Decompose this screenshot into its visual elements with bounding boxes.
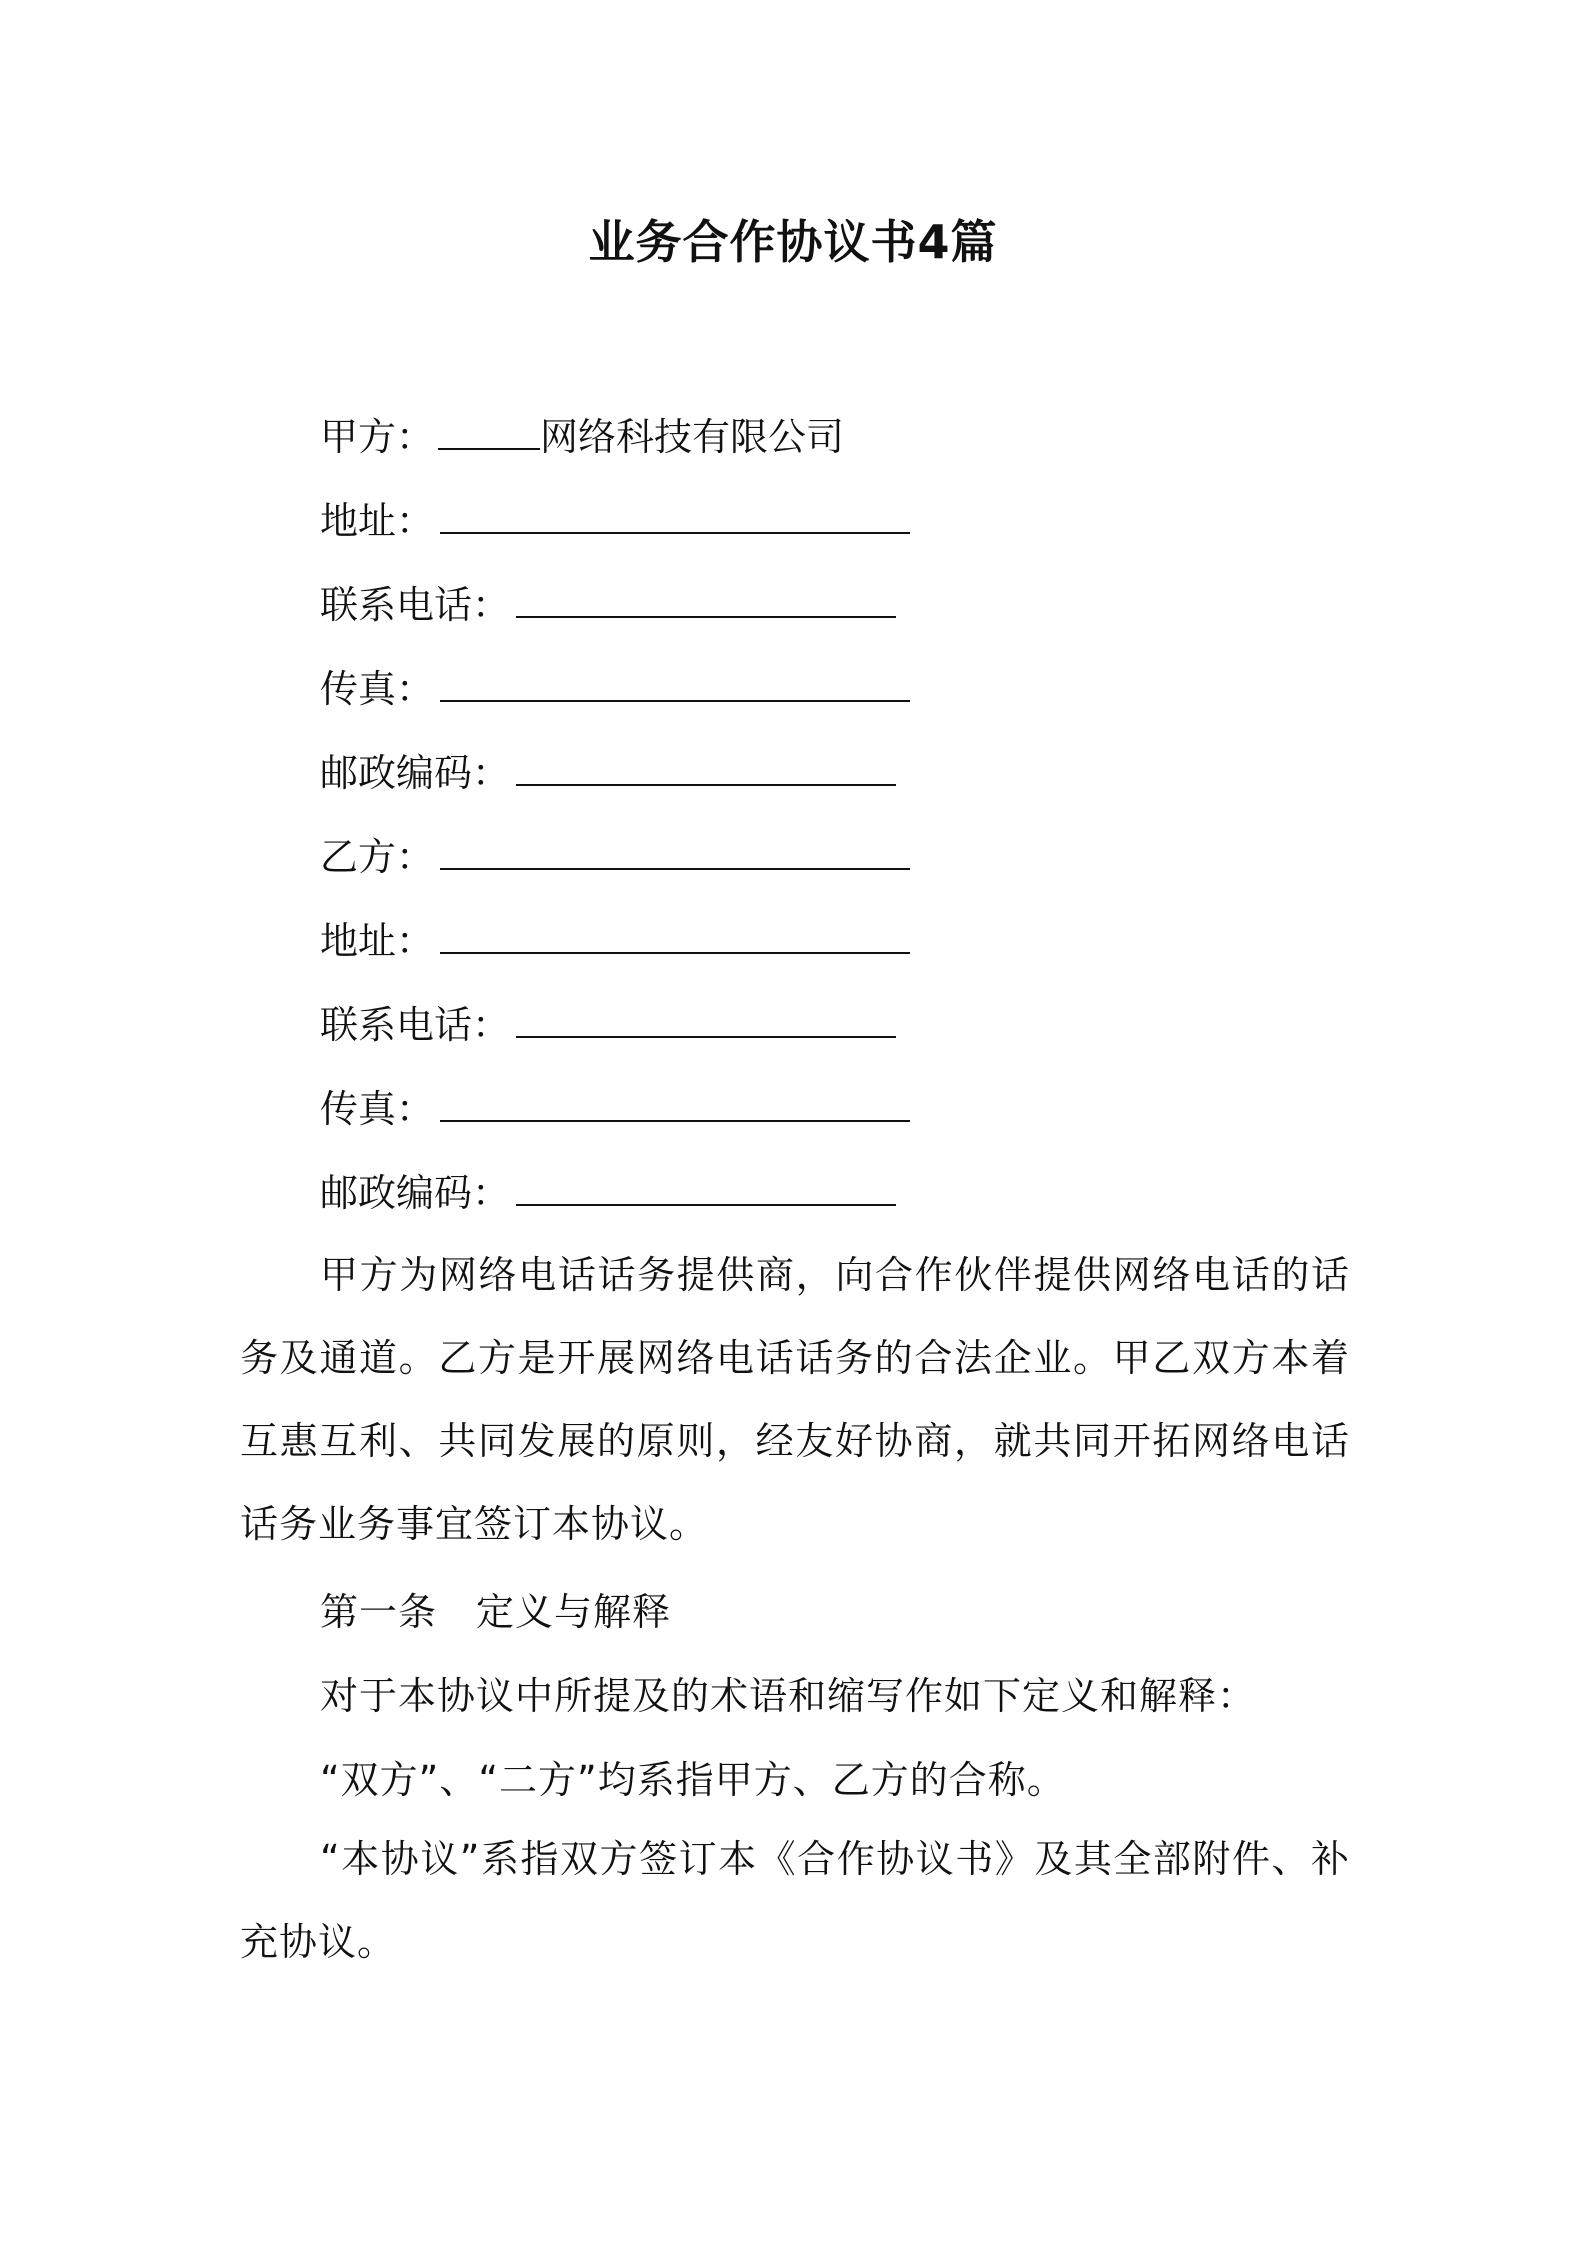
party-b-phone-label: 联系电话： [320,1003,511,1047]
party-b-name-label: 乙方： [320,835,435,879]
party-a-fax-field [320,662,910,715]
party-b-postcode-blank [516,1166,896,1206]
party-a-address-label: 地址： [320,499,435,543]
party-b-address-blank [440,914,910,954]
article-1-heading: 第一条 定义与解释 [320,1590,672,1634]
party-b-postcode-label: 邮政编码： [320,1171,511,1215]
party-b-postcode-field [320,1166,896,1219]
party-a-postcode-blank [516,746,896,786]
party-a-fax-blank [440,662,910,702]
party-a-postcode-field [320,746,896,799]
party-b-name-blank [440,830,910,870]
party-a-name-field [320,410,844,463]
party-b-phone-blank [516,998,896,1038]
party-b-address-field [320,914,910,967]
party-b-phone-field [320,998,896,1051]
party-a-fax-label: 传真： [320,667,435,711]
party-b-name-field [320,830,910,883]
definition-parties: “双方”、“二方”均系指甲方、乙方的合称。 [320,1758,1066,1802]
party-b-fax-label: 传真： [320,1087,435,1131]
party-a-name-label: 甲方： [320,415,435,459]
definition-agreement: “本协议”系指双方签订本《合作协议书》及其全部附件、补充协议。 [240,1837,1350,1964]
document-title: 业务合作协议书4篇 [588,215,998,269]
party-a-phone-field [320,578,896,631]
party-b-fax-field [320,1082,910,1135]
party-a-name-value: 网络科技有限公司 [540,415,845,459]
party-a-name-blank [438,410,540,450]
party-a-address-blank [440,494,910,534]
party-a-postcode-label: 邮政编码： [320,751,511,795]
party-b-fax-blank [440,1082,910,1122]
party-a-address-field [320,494,910,547]
party-b-address-label: 地址： [320,919,435,963]
party-a-phone-label: 联系电话： [320,583,511,627]
party-a-phone-blank [516,578,896,618]
article-1-lead: 对于本协议中所提及的术语和缩写作如下定义和解释： [320,1674,1257,1718]
intro-paragraph: 甲方为网络电话话务提供商，向合作伙伴提供网络电话的话务及通道。乙方是开展网络电话话务的合法企业。甲乙双方本着互惠互利、共同发展的原则，经友好协商，就共同开拓网络电话话务业务事宜签订本协议。 [240,1253,1350,1546]
